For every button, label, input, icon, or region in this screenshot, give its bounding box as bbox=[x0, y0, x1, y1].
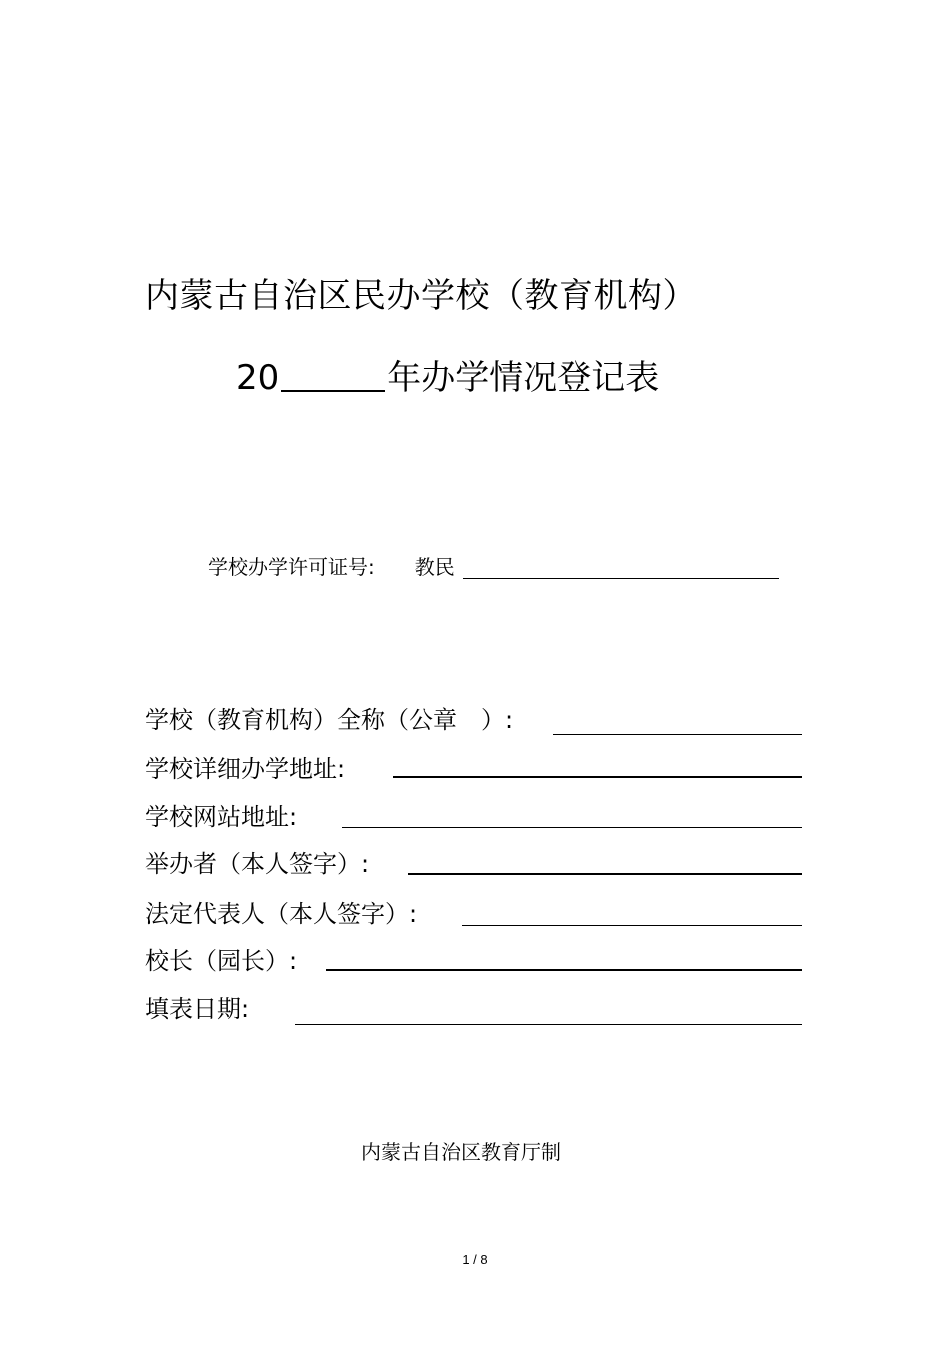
field-school-full-name-label: 学校（教育机构）全称（公章 ）: bbox=[145, 706, 514, 734]
license-number-row bbox=[208, 553, 779, 581]
field-legal-rep-signature-line[interactable] bbox=[462, 925, 802, 926]
field-principal-label: 校长（园长）: bbox=[145, 947, 298, 975]
year-prefix: 20 bbox=[236, 358, 280, 398]
document-title: 内蒙古自治区民办学校（教育机构） bbox=[145, 276, 697, 316]
field-school-website-line[interactable] bbox=[342, 827, 802, 828]
field-organizer-signature-label: 举办者（本人签字）: bbox=[145, 850, 370, 878]
field-school-full-name-line[interactable] bbox=[553, 734, 802, 735]
field-school-website-label: 学校网站地址: bbox=[145, 803, 298, 831]
page-number: 1 / 8 bbox=[462, 1252, 488, 1267]
field-organizer-signature-line[interactable] bbox=[408, 873, 802, 875]
license-number-field[interactable] bbox=[463, 556, 779, 579]
field-school-address-line[interactable] bbox=[393, 776, 802, 778]
subtitle-text: 年办学情况登记表 bbox=[387, 358, 660, 398]
field-fill-date-line[interactable] bbox=[295, 1024, 802, 1025]
field-school-address-label: 学校详细办学地址: bbox=[145, 755, 346, 783]
field-principal-line[interactable] bbox=[326, 969, 802, 971]
license-prefix: 教民 bbox=[414, 555, 455, 579]
field-legal-rep-signature-label: 法定代表人（本人签字）: bbox=[145, 900, 418, 928]
issuing-organization: 内蒙古自治区教育厅制 bbox=[361, 1140, 561, 1164]
field-fill-date-label: 填表日期: bbox=[145, 995, 250, 1023]
year-blank[interactable] bbox=[281, 360, 385, 392]
license-label: 学校办学许可证号: bbox=[208, 555, 375, 579]
document-subtitle bbox=[236, 356, 659, 400]
